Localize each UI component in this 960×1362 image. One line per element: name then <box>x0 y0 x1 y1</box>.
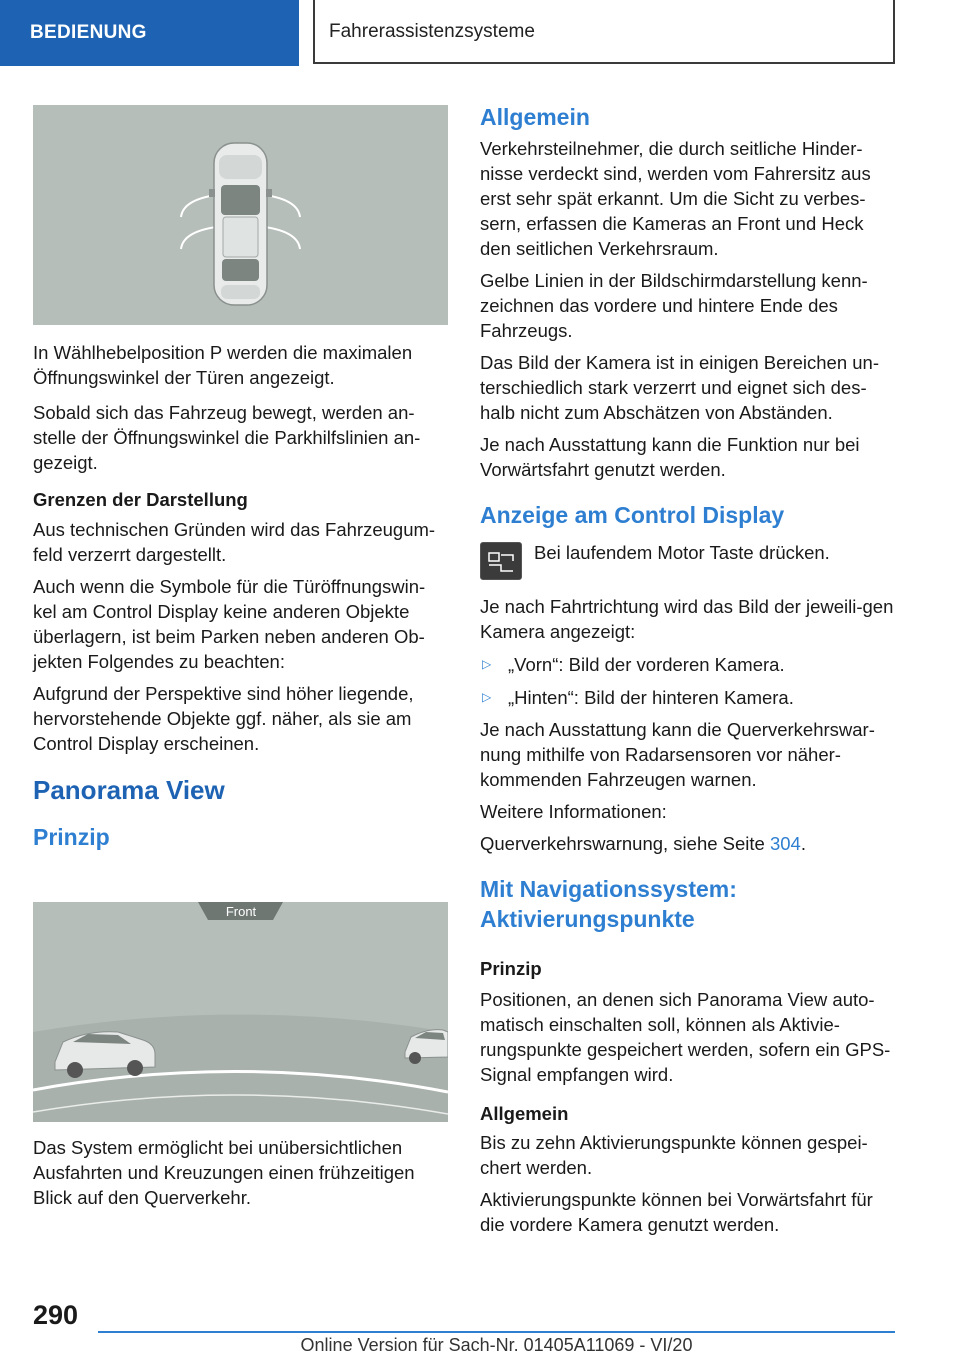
paragraph-camera-distortion: Das Bild der Kamera ist in einigen Bereichen un-terschiedlich stark verzerrt und eignet sich des-halb nicht zum Abschätzen von Abständen. <box>480 352 879 423</box>
bullet-front: ▷ „Vorn“: Bild der vorderen Kamera. <box>482 654 785 675</box>
page-link-304[interactable]: 304 <box>769 833 801 854</box>
button-instruction-text: Bei laufendem Motor Taste drücken. <box>534 542 830 563</box>
panorama-front-figure <box>33 902 448 1122</box>
section-tab: BEDIENUNG <box>0 0 299 66</box>
paragraph-direction: Je nach Fahrtrichtung wird das Bild der jeweili-gen Kamera angezeigt: <box>480 596 894 642</box>
right-column <box>480 102 895 1237</box>
paragraph-traffic-participants: Verkehrsteilnehmer, die durch seitliche Hinder-nisse verdeckt sind, werden vom Fahrersitz aus erst sehr spät erkannt. Um die Sicht zu verbes-sern, erfassen die Kameras an Front und Heck den seitlichen Verkehrsraum. <box>480 138 871 259</box>
panorama-camera-illustration <box>33 902 448 1122</box>
paragraph-ten-points: Bis zu zehn Aktivierungspunkte können gespei-chert werden. <box>480 1132 868 1178</box>
paragraph-cross-traffic: Je nach Ausstattung kann die Querverkehrswar-nung mithilfe von Radarsensoren vor näher-kommenden Fahrzeugen warnen. <box>480 719 875 790</box>
chapter-title: Fahrerassistenzsysteme <box>313 0 895 64</box>
camera-button-icon <box>480 542 522 580</box>
heading-general: Allgemein <box>480 104 590 130</box>
paragraph-door-symbols: Auch wenn die Symbole für die Türöffnungswin-kel am Control Display keine anderen Objekte überlagern, ist beim Parken neben anderen Ob-jekten Folgendes zu beachten: <box>33 576 426 672</box>
button-instruction <box>480 540 895 580</box>
heading-principle-nav: Prinzip <box>480 958 542 979</box>
heading-control-display: Anzeige am Control Display <box>480 502 785 528</box>
left-column-top <box>33 340 448 852</box>
heading-panorama-view: Panorama View <box>33 775 225 805</box>
caption-door-angles: In Wählhebelposition P werden die maximalen Öffnungswinkel der Türen angezeigt. <box>33 342 413 388</box>
paragraph-perspective: Aufgrund der Perspektive sind höher liegende, hervorstehende Objekte ggf. näher, als sie am Control Display erscheinen. <box>33 683 414 754</box>
paragraph-see-page: Querverkehrswarnung, siehe Seite 304. <box>480 833 806 854</box>
left-column-bottom <box>33 1135 448 1210</box>
paragraph-forward-only: Je nach Ausstattung kann die Funktion nur bei Vorwärtsfahrt genutzt werden. <box>480 434 860 480</box>
heading-display-limits: Grenzen der Darstellung <box>33 489 248 510</box>
page-header <box>0 0 960 66</box>
paragraph-forward-camera: Aktivierungspunkte können bei Vorwärtsfahrt für die vordere Kamera genutzt werden. <box>480 1189 873 1235</box>
paragraph-activation-points: Positionen, an denen sich Panorama View auto-matisch einschalten soll, können als Aktivie-rungspunkte gespeichert werden, sofern ein GPS-Signal empfangen wird. <box>480 989 891 1085</box>
front-label: Front <box>225 904 257 919</box>
heading-navigation: Mit Navigationssystem: Aktivierungspunkte <box>480 876 737 932</box>
caption-panorama: Das System ermöglicht bei unübersichtlichen Ausfahrten und Kreuzungen einen frühzeitigen Blick auf den Querverkehr. <box>33 1137 415 1208</box>
paragraph-yellow-lines: Gelbe Linien in der Bildschirmdarstellung kenn-zeichnen das vordere und hintere Ende des Fahrzeugs. <box>480 270 868 341</box>
page-number: 290 <box>33 1300 79 1330</box>
paragraph-more-info: Weitere Informationen: <box>480 801 667 822</box>
footer-online-version: Online Version für Sach-Nr. 01405A11069 - VI/20 <box>300 1335 693 1355</box>
car-door-angles-illustration <box>33 105 448 325</box>
footer-divider <box>98 1331 895 1333</box>
triangle-bullet-icon: ▷ <box>482 657 492 671</box>
bullet-rear: ▷ „Hinten“: Bild der hinteren Kamera. <box>482 687 794 708</box>
paragraph-distortion: Aus technischen Gründen wird das Fahrzeugum-feld verzerrt dargestellt. <box>33 519 436 565</box>
heading-principle: Prinzip <box>33 824 110 850</box>
paragraph-parking-lines: Sobald sich das Fahrzeug bewegt, werden an-stelle der Öffnungswinkel die Parkhilfslinien an-gezeigt. <box>33 402 421 473</box>
triangle-bullet-icon: ▷ <box>482 690 492 704</box>
heading-general-nav: Allgemein <box>480 1103 569 1124</box>
car-top-view-figure <box>33 105 448 325</box>
